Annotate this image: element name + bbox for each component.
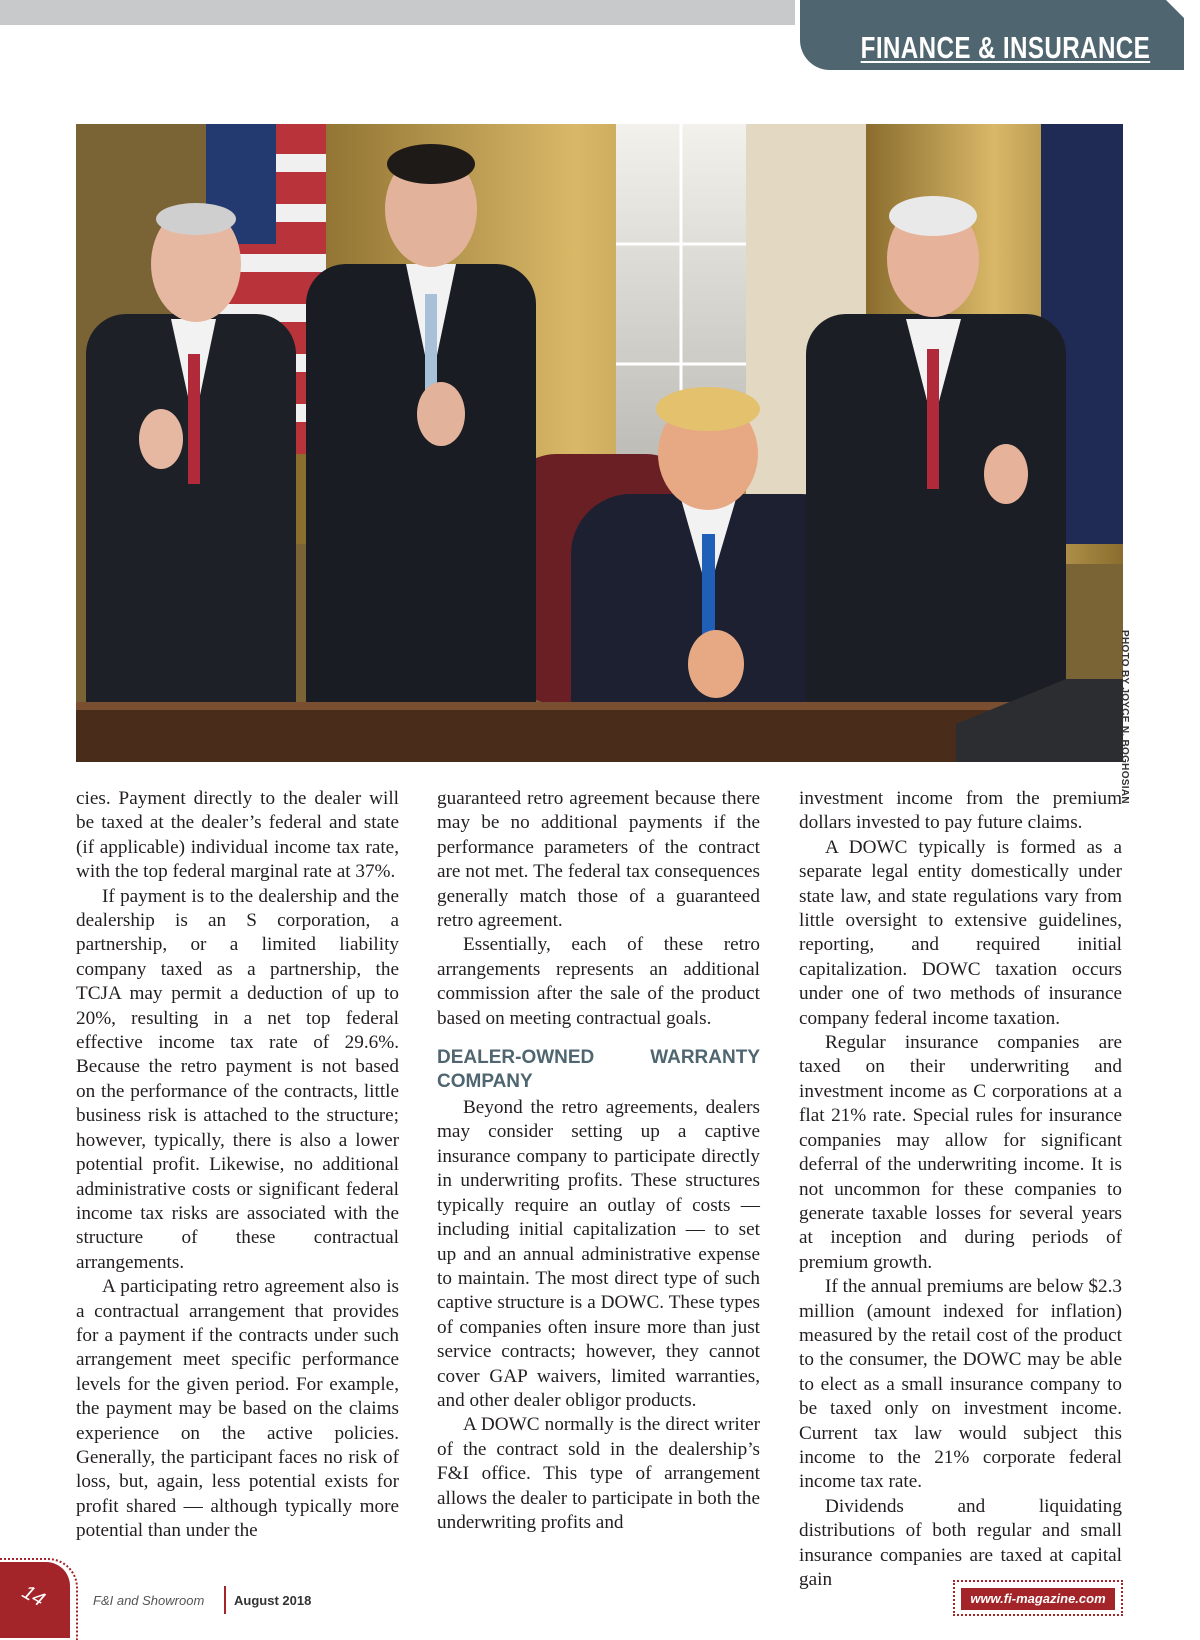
paragraph: guaranteed retro agreement because there may be no additional payments if the performance parameters of the contract are not met. The federal tax consequences generally match those of a guaranteed retro agreement. bbox=[437, 788, 760, 932]
paragraph: Regular insurance companies are taxed on their underwriting and investment income as C corporations at a flat 21% rate. Special rules for insurance companies may allow for significant deferral of the underwriting income. It is not uncommon for these companies to generate taxable losses for several years at inception and during periods of premium growth. bbox=[799, 1032, 1122, 1273]
page-number: 14 bbox=[18, 1580, 49, 1612]
issue-date: August 2018 bbox=[234, 1593, 312, 1608]
article-column-3 bbox=[799, 787, 1122, 1592]
publication-name: F&I and Showroom bbox=[93, 1593, 205, 1608]
paragraph: If payment is to the dealership and the dealership is an S corporation, a partnership, or a limited liability company taxed as a partnership, the TCJA may permit a deduction of up to 20%, resulting in a net top federal effective income tax rate of 29.6%. Because the retro payment is not based on the performance of the contracts, little business risk is attached to the structure; however, typically, there is also a lower potential profit. Likewise, no additional administrative costs or significant federal income tax risks are associated with the structure of these contractual arrangements. bbox=[76, 885, 399, 1273]
article-column-2 bbox=[437, 787, 760, 1535]
paragraph: If the annual premiums are below $2.3 million (amount indexed for inflation) measured by the retail cost of the product to the consumer, the DOWC may be able to elect as a small insurance company to be taxed only on investment income. Current tax law would subject this income to the 21% corporate federal income tax rate. bbox=[799, 1276, 1122, 1493]
paragraph: Essentially, each of these retro arrangements represents an additional commission after the sale of the product based on meeting contractual goals. bbox=[437, 934, 760, 1029]
paragraph: investment income from the premium dollars invested to pay future claims. bbox=[799, 788, 1122, 834]
paragraph: A DOWC normally is the direct writer of the contract sold in the dealership’s F&I office. This type of arrangement allows the dealer to participate in both the underwriting profits and bbox=[437, 1414, 760, 1533]
paragraph: A DOWC typically is formed as a separate legal entity domestically under state law, and state regulations vary from little oversight to extensive guidelines, reporting, and required initial capitalization. DOWC taxation occurs under one of two methods of insurance company federal income taxation. bbox=[799, 836, 1122, 1029]
photo-credit: PHOTO BY JOYCE N. BOGHOSIAN bbox=[1119, 630, 1130, 804]
article-photo bbox=[76, 124, 1123, 762]
tab-corner-cut bbox=[1166, 0, 1184, 18]
website-url[interactable]: www.fi-magazine.com bbox=[961, 1588, 1115, 1610]
footer-divider bbox=[224, 1586, 226, 1614]
article-column-1 bbox=[76, 787, 399, 1544]
section-subhead: DEALER-OWNED WARRANTY COMPANY bbox=[437, 1047, 760, 1093]
paragraph: Dividends and liquidating distributions of both regular and small insurance companies are taxed at capital gain bbox=[799, 1495, 1122, 1590]
paragraph: cies. Payment directly to the dealer will be taxed at the dealer’s federal and state (if applicable) individual income tax rate, with the top federal marginal rate at 37%. bbox=[76, 788, 399, 883]
paragraph: Beyond the retro agreements, dealers may consider setting up a captive insurance company to participate directly in underwriting profits. These structures typically require an outlay of costs — including initial capitalization — to set up and an annual administrative expense to maintain. The most direct type of such captive structure is a DOWC. These types of companies often insure more than just service contracts; however, they cannot cover GAP waivers, limited warranties, and other dealer obligor products. bbox=[437, 1097, 760, 1411]
oval-office-photo-illustration bbox=[76, 124, 1123, 762]
section-label: FINANCE & INSURANCE bbox=[860, 30, 1150, 65]
paragraph: A participating retro agreement also is a contractual arrangement that provides for a payment if the contracts under such arrangement meet specific performance levels for the given period. For example, the payment may be based on the claims experience on the active policies. Generally, the participant faces no risk of loss, but, again, less potential exists for profit shared — although typically more potential than under the bbox=[76, 1276, 399, 1542]
top-gray-rule bbox=[0, 0, 795, 25]
